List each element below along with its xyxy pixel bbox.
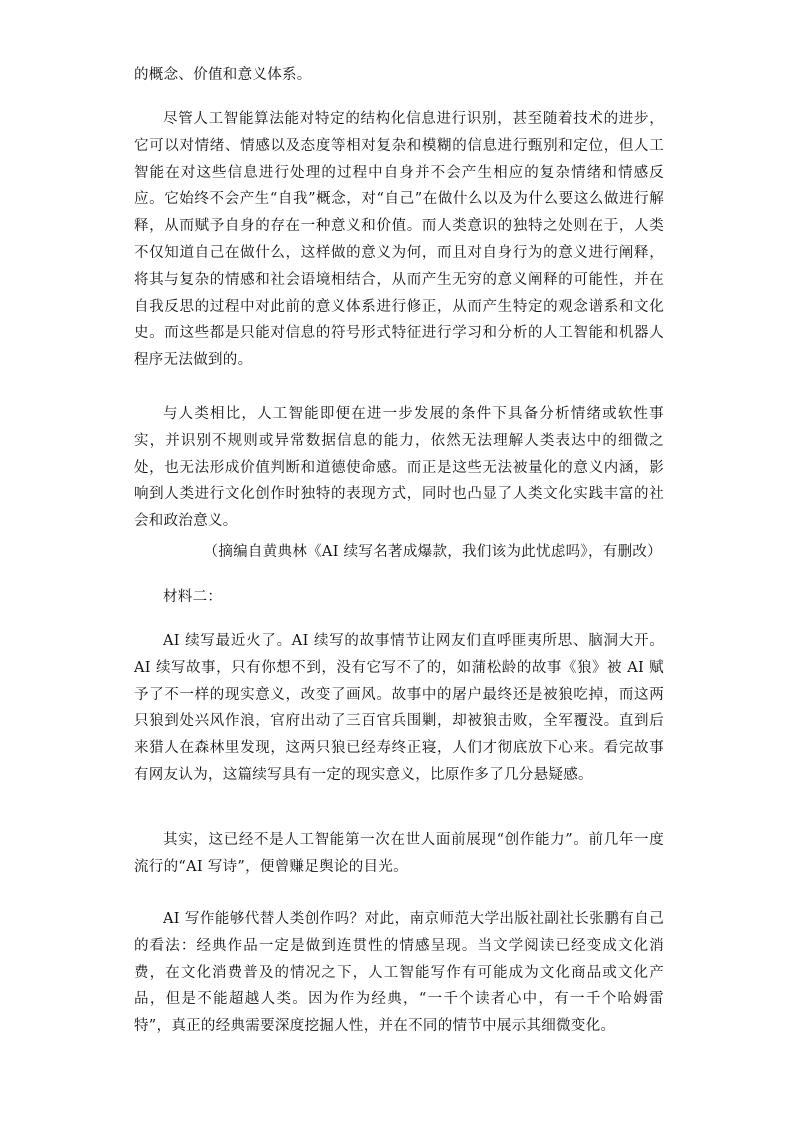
paragraph-human-comparison: 与人类相比，人工智能即便在进一步发展的条件下具备分析情绪或软性事实，并识别不规则或异常数据信息的能力，依然无法理解人类表达中的细微之处，也无法形成价值判断和道德使命感。而正是这些无法被量化的意义内涵，影响到人类进行文化创作时独特的表现方式，同时也凸显了人类文化实践丰富的社会和政治意义。 bbox=[134, 406, 664, 530]
source-citation: （摘编自黄典林《AI 续写名著成爆款，我们该为此忧虑吗》，有删改） bbox=[203, 544, 662, 560]
paragraph-ai-writing-opinion: AI 写作能够代替人类创作吗？对此，南京师范大学出版社副社长张鹏有自己的看法：经典作品一定是做到连贯性的情感呈现。当文学阅读已经变成文化消费，在文化消费普及的情况之下，人工智能写作有可能成为文化商品或文化产品，但是不能超越人类。因为作为经典，“一千个读者心中，有一千个哈姆雷特”，真正的经典需要深度挖掘人性，并在不同的情节中展示其细微变化。 bbox=[134, 911, 664, 1035]
paragraph-ai-emotion: 尽管人工智能算法能对特定的结构化信息进行识别，甚至随着技术的进步，它可以对情绪、情感以及态度等相对复杂和模糊的信息进行甄别和定位，但人工智能在对这些信息进行处理的过程中自身并不会产生相应的复杂情绪和情感反应。它始终不会产生“自我”概念，对“自己”在做什么以及为什么要这么做进行解释，从而赋予自身的存在一种意义和价值。而人类意识的独特之处则在于，人类不仅知道自己在做什么，这样做的意义为何，而且对自身行为的意义进行阐释，将其与复杂的情感和社会语境相结合，从而产生无穷的意义阐释的可能性，并在自我反思的过程中对此前的意义体系进行修正，从而产生特定的观念谱系和文化史。而这些都是只能对信息的符号形式特征进行学习和分析的人工智能和机器人程序无法做到的。 bbox=[134, 111, 664, 369]
material-two-heading: 材料二： bbox=[163, 589, 223, 605]
paragraph-ai-continuation: AI 续写最近火了。AI 续写的故事情节让网友们直呼匪夷所思、脑洞大开。AI 续写故事，只有你想不到，没有它写不了的，如蒲松龄的故事《狼》被 AI 赋予了不一样的现实意义，改变了画风。故事中的屠户最终还是被狼吃掉，而这两只狼到处兴风作浪，官府出动了三百官兵围剿，却被狼击败，全军覆没。直到后来猎人在森林里发现，这两只狼已经寿终正寝，人们才彻底放下心来。看完故事有网友认为，这篇续写具有一定的现实意义，比原作多了几分悬疑感。 bbox=[134, 633, 664, 783]
paragraph-ai-poetry: 其实，这已经不是人工智能第一次在世人面前展现“创作能力”。前几年一度流行的“AI 写诗”，便曾赚足舆论的目光。 bbox=[134, 832, 664, 875]
paragraph-continuation: 的概念、价值和意义体系。 bbox=[134, 67, 312, 83]
